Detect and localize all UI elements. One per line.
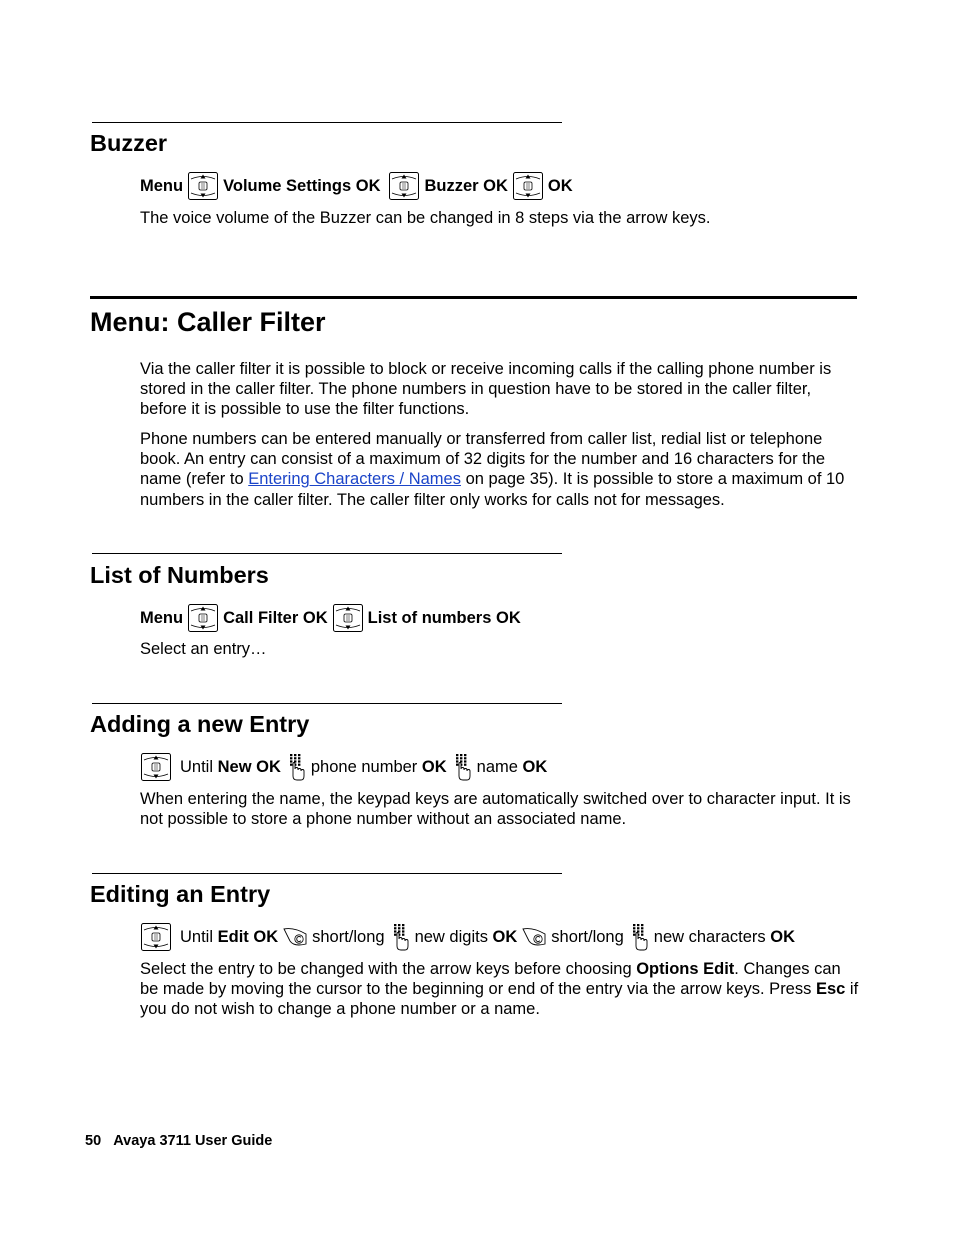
navigation-key-icon bbox=[140, 922, 172, 952]
adding-entry-description: When entering the name, the keypad keys are automatically switched over to character input. It is not possible to store a phone number without an associated name. bbox=[140, 790, 851, 829]
adding-entry-heading: Adding a new Entry bbox=[90, 711, 310, 737]
editing-entry-steps bbox=[140, 922, 795, 952]
buzzer-heading: Buzzer bbox=[90, 130, 168, 156]
caller-filter-paragraph-2 bbox=[140, 429, 860, 510]
step-edit-ok: Edit OK bbox=[217, 927, 279, 946]
list-of-numbers-heading: List of Numbers bbox=[90, 562, 269, 588]
navigation-key-icon bbox=[187, 603, 219, 633]
paragraph-text: on page 35). It is possible to store a maximum of 10 numbers in the caller filter. The caller filter only works for calls not for messages. bbox=[140, 470, 845, 509]
navigation-key-icon bbox=[187, 171, 219, 201]
list-of-numbers-steps bbox=[140, 603, 521, 633]
buzzer-steps bbox=[140, 171, 573, 201]
step-ok: OK bbox=[547, 176, 573, 195]
step-name: name bbox=[476, 757, 518, 776]
chapter-divider bbox=[90, 296, 857, 299]
step-short-long: short/long bbox=[551, 927, 624, 946]
step-ok: OK bbox=[355, 176, 381, 195]
keypad-icon bbox=[628, 922, 650, 952]
keypad-icon bbox=[451, 752, 473, 782]
step-ok: OK bbox=[495, 608, 521, 627]
guide-title: Avaya 3711 User Guide bbox=[113, 1133, 273, 1149]
adding-entry-steps bbox=[140, 752, 547, 782]
page-number: 50 bbox=[85, 1133, 102, 1149]
navigation-key-icon bbox=[512, 171, 544, 201]
navigation-key-icon bbox=[388, 171, 420, 201]
step-ok: OK bbox=[770, 927, 795, 946]
section-divider bbox=[92, 703, 562, 704]
clear-key-icon bbox=[282, 926, 308, 948]
editing-entry-heading: Editing an Entry bbox=[90, 881, 271, 907]
esc-key-label: Esc bbox=[815, 980, 846, 999]
step-phone-number: phone number bbox=[310, 757, 418, 776]
caller-filter-heading: Menu: Caller Filter bbox=[90, 307, 326, 337]
step-until: Until bbox=[180, 757, 214, 776]
page-footer bbox=[85, 1133, 272, 1149]
section-divider bbox=[92, 553, 562, 554]
step-list-of-numbers: List of numbers bbox=[367, 608, 492, 627]
step-buzzer: Buzzer bbox=[424, 176, 479, 195]
step-menu: Menu bbox=[140, 608, 184, 627]
step-new-characters: new characters bbox=[653, 927, 766, 946]
step-short-long: short/long bbox=[312, 927, 385, 946]
step-ok: OK bbox=[483, 176, 508, 195]
step-volume-settings: Volume Settings bbox=[223, 176, 352, 195]
step-new-digits: new digits bbox=[414, 927, 488, 946]
keypad-icon bbox=[389, 922, 411, 952]
keypad-icon bbox=[285, 752, 307, 782]
paragraph-text: . Changes can be made by moving the cursor to the beginning or end of the entry via the arrow keys. Press bbox=[140, 960, 841, 999]
clear-key-icon bbox=[521, 926, 547, 948]
step-ok: OK bbox=[421, 757, 447, 776]
step-menu: Menu bbox=[140, 176, 184, 195]
options-edit-label: Options Edit bbox=[636, 960, 735, 978]
step-call-filter: Call Filter bbox=[223, 608, 299, 627]
step-new-ok: New OK bbox=[217, 757, 281, 776]
navigation-key-icon bbox=[140, 752, 172, 782]
section-divider bbox=[92, 122, 562, 123]
buzzer-description: The voice volume of the Buzzer can be changed in 8 steps via the arrow keys. bbox=[140, 209, 711, 227]
navigation-key-icon bbox=[332, 603, 364, 633]
editing-entry-description bbox=[140, 959, 860, 1020]
paragraph-text: if you do not wish to change a phone number or a name. bbox=[140, 980, 859, 1019]
step-ok: OK bbox=[522, 757, 548, 776]
step-ok: OK bbox=[492, 927, 518, 946]
step-until: Until bbox=[180, 927, 214, 946]
list-of-numbers-description: Select an entry… bbox=[140, 640, 267, 658]
section-divider bbox=[92, 873, 562, 874]
step-ok: OK bbox=[302, 608, 328, 627]
paragraph-text: Select the entry to be changed with the arrow keys before choosing bbox=[140, 960, 637, 978]
entering-characters-link[interactable]: Entering Characters / Names bbox=[248, 470, 461, 489]
caller-filter-paragraph-1: Via the caller filter it is possible to block or receive incoming calls if the calling phone number is stored in the caller filter. The phone numbers in question have to be stored in the caller filter, before it is possible to use the filter functions. bbox=[140, 360, 832, 419]
paragraph-text: Phone numbers can be entered manually or transferred from caller list, redial list or telephone book. An entry can consist of a maximum of 32 digits for the number and 16 characters for the name (refer to bbox=[140, 430, 826, 489]
